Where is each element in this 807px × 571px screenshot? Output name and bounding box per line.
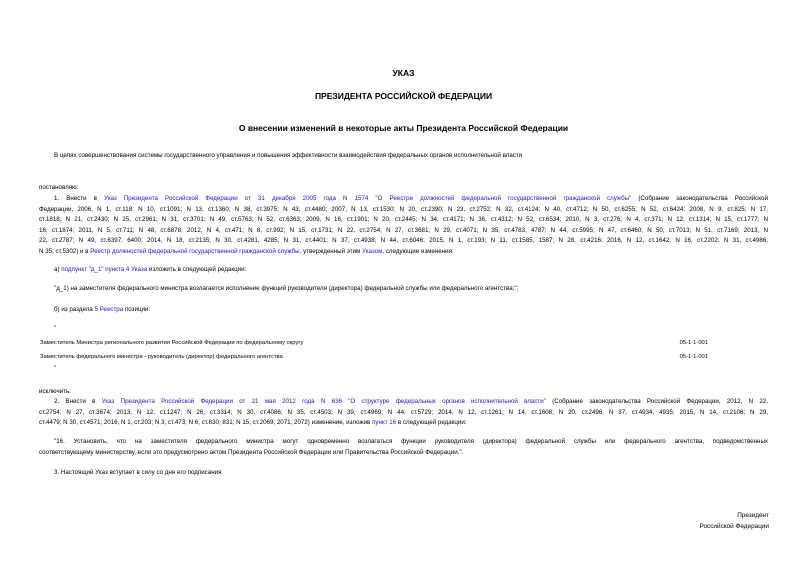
signature-country: Российской Федерации bbox=[699, 523, 769, 530]
sub-item-a: а) подпункт "д_1" пункта 4 Указа изложить в следующей редакции: bbox=[54, 266, 247, 273]
close-quote: " bbox=[54, 365, 57, 372]
item1-line4: 16, ст.1874; 2011, N 5, ст.711; N 48, ст.6878; 2012, N 4, ст.471; N 8, ст.992; N 15, ст.1731; N 22, ст.2754; N 27, ст.3681; N 29, ст.4071; N 35, ст.4783, 4787; N 44, ст.5995; N 47, ст.6460; N 50, ст.7013; N 51, ст.7169; 2013, N bbox=[39, 227, 768, 234]
item1-line3: ст.1818; N 21, ст.2430; N 25, ст.2961; N 31, ст.3701; N 49, ст.5763; N 52, ст.6363; 2009, N 16, ст.1901; N 20, ст.2445; N 34, ст.4171; N 36, ст.4312; N 52, ст.6534; 2010, N 3, ст.276; N 4, ст.371; N 12, ст.1314; N 15, ст.1777; N bbox=[39, 216, 768, 223]
item1-line5: 22, ст.2787; N 49, ст.6397, 6400; 2014, N 18, ст.2135; N 30, ст.4281, 4285; N 31, ст.4401; N 37, ст.4938; N 44, ст.6046; 2015, N 1, ст.193; N 11, ст.1585, 1587; N 28, ст.4216; 2016, N 12, ст.1642; N 16, ст.2202; N 31, ст.4986; bbox=[39, 237, 768, 244]
link-ukaz-636[interactable]: Указ Президента Российской Федерации от 21 мая 2012 года N 636 "О структуре федеральных органов исполнительной власти" bbox=[101, 398, 546, 405]
item1-line2: Федерации, 2006, N 1, ст.118; N 10, ст.1091; N 13, ст.1360; N 38, ст.3975; N 43, ст.4480; 2007, N 13, ст.1530; N 20, ст.2390; N 23, ст.2752; N 32, ст.4124; N 40, ст.4712; N 50, ст.6255; N 52, ст.6424; 2008, N 9, ст.825; N 17, bbox=[39, 206, 768, 213]
position-code: 05-1-1-001 bbox=[679, 340, 708, 346]
issuer-heading: ПРЕЗИДЕНТА РОССИЙСКОЙ ФЕДЕРАЦИИ bbox=[314, 91, 493, 101]
link-point-16[interactable]: пункт 16 bbox=[372, 419, 397, 426]
item2-quote-line2: соответствующему министерству, если это предусмотрено актом Президента Российской Федерации или Правительства Российской Федерации.". bbox=[39, 449, 464, 456]
item2-line2: ст.2754; N 27, ст.3674; 2013, N 12, ст.1247; N 26, ст.3314; N 30, ст.4086; N 35, ст.4503; N 39, ст.4969; N 44, ст.5729; 2014, N 12, ст.1261; N 14, ст.1608; N 20, ст.2496; N 37, ст.4934, 4935; 2015, N 14, ст.2106; N 29, bbox=[39, 409, 768, 416]
link-section-5[interactable]: 5 Реестра bbox=[94, 306, 124, 313]
position-row bbox=[40, 339, 708, 347]
open-quote: " bbox=[54, 325, 57, 332]
position-name: Заместитель Министра регионального развития Российской Федерации по федеральному округу bbox=[40, 340, 304, 346]
sub-item-b: б) из раздела 5 Реестра позиции: bbox=[54, 306, 151, 313]
sub-item-a-quote: "д_1) на заместителя федерального министра возлагается исполнение функций руководителя (директора) федеральной службы или федерального агентства;"; bbox=[54, 285, 519, 292]
signature-title: Президент bbox=[737, 512, 769, 519]
item3: 3. Настоящий Указ вступает в силу со дня его подписания. bbox=[54, 469, 224, 476]
item1-line1: 1. Внести в Указ Президента Российской Федерации от 31 декабря 2005 года N 1574 "О Реестре должностей федеральной государственной гражданской службы" (Собрание законодательства Российской bbox=[54, 195, 768, 202]
item1-line6: N 35, ст.5302) и в Реестр должностей федеральной государственной гражданской службы, утвержденный этим Указом, следующие изменения: bbox=[39, 248, 454, 255]
item2-quote-line1: "16. Установить, что на заместителя федерального министра могут одновременно возлагаться функции руководителя (директора) федеральной службы или федерального агентства, подведомственных bbox=[54, 438, 768, 445]
link-subpoint-d1[interactable]: подпункт "д_1" пункта 4 Указа bbox=[61, 266, 148, 273]
position-code: 05-1-1-001 bbox=[679, 354, 708, 360]
item2-line3: ст.4479; N 30, ст.4571; 2016, N 1, ст.203; N 3, ст.473; N 6, ст.830, 831; N 15, ст.2069, 2071, 2072) изменение, изложив пункт 16 в следующей редакции: bbox=[39, 419, 467, 426]
item2-line1: 2. Внести в Указ Президента Российской Федерации от 21 мая 2012 года N 636 "О структуре федеральных органов исполнительной власти" (Собрание законодательства Российской Федерации, 2012, N 22, bbox=[54, 398, 768, 405]
link-ukaz[interactable]: Указом bbox=[362, 248, 383, 255]
position-name: Заместитель федерального министра - руководитель (директор) федерального агентства bbox=[40, 354, 283, 360]
document-title: О внесении изменений в некоторые акты Президента Российской Федерации bbox=[238, 123, 569, 133]
preamble: В целях совершенствования системы государственного управления и повышения эффективности взаимодействия федеральных органов исполнительной власти bbox=[54, 152, 523, 159]
link-reestr[interactable]: Реестр должностей федеральной государственной гражданской службы bbox=[90, 248, 300, 255]
excluded-text: исключить. bbox=[39, 388, 71, 395]
doc-type-heading: УКАЗ bbox=[392, 68, 415, 78]
position-row bbox=[40, 353, 708, 361]
resolved-text: постановляю: bbox=[39, 184, 79, 191]
link-ukaz-1574[interactable]: Указ Президента Российской Федерации от 31 декабря 2005 года N 1574 "О Реестре должностей федеральной государственной гражданской службы" bbox=[104, 195, 632, 202]
